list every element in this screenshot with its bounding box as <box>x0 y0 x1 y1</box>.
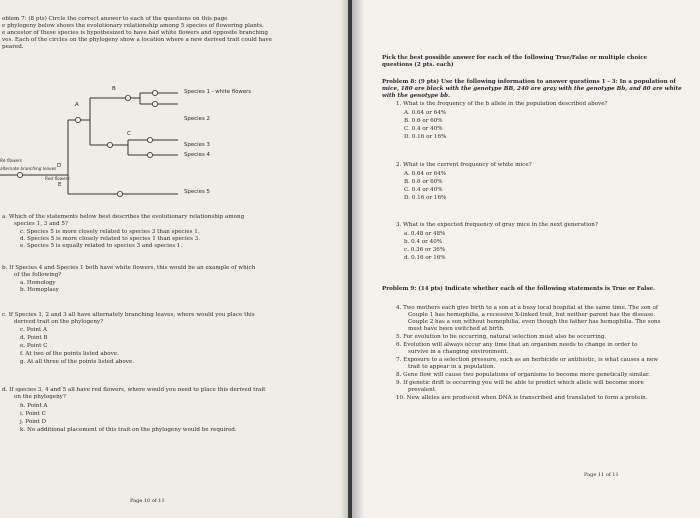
question-stem: on the phylogeny? <box>14 394 66 400</box>
species-label: Species 4 <box>184 152 210 158</box>
answer-option[interactable]: d. 0.16 or 16% <box>404 255 446 261</box>
species-label: Species 5 <box>184 189 210 195</box>
trait-circle <box>75 117 80 122</box>
tf-statement: must have been switched at birth. <box>408 326 505 332</box>
answer-option[interactable]: A. 0.64 or 64% <box>404 110 447 116</box>
node-label-e: E <box>58 182 62 188</box>
answer-option[interactable]: e. Species 5 is equally related to species 3 and species 1. <box>20 243 183 249</box>
tf-statement: prevalent. <box>408 387 437 393</box>
problem8-header: mice, 180 are black with the genotype BB, 240 are gray with the genotype Bb, and 80 are white <box>382 86 682 92</box>
answer-option[interactable]: c. Point A <box>20 327 48 333</box>
answer-option[interactable]: D. 0.16 or 16% <box>404 195 447 201</box>
answer-option[interactable]: d. Point B <box>20 335 48 341</box>
trait-circle <box>147 152 152 157</box>
section-intro: Pick the best possible answer for each of the following True/False or multiple choice <box>382 55 648 61</box>
answer-option[interactable]: g. At all three of the points listed above. <box>20 359 135 365</box>
problem7-header-line: e phylogeny below shows the evolutionary relationship among 5 species of flowering plants. <box>2 23 264 29</box>
answer-option[interactable]: a. 0.48 or 48% <box>404 231 446 237</box>
right-page <box>352 0 700 518</box>
trait-circle <box>147 137 152 142</box>
trait-circle <box>107 142 112 147</box>
species-label: Species 2 <box>184 116 210 122</box>
question-stem: 2. What is the current frequency of white mice? <box>396 162 532 168</box>
answer-option[interactable]: i. Point C <box>20 411 46 417</box>
trait-circle <box>125 95 130 100</box>
phylogeny-tree <box>0 0 348 518</box>
tf-statement[interactable]: 10. New alleles are produced when DNA is transcribed and translated to form a protein. <box>396 395 648 401</box>
answer-option[interactable]: d. Species 5 is more closely related to species 1 than species 3. <box>20 236 201 242</box>
tf-statement[interactable]: 9. If genetic drift is occurring you will be able to predict which allele will become more <box>396 380 644 386</box>
answer-option[interactable]: A. 0.64 or 64% <box>404 171 447 177</box>
question-stem: a. Which of the statements below best describes the evolutionary relationship among <box>2 214 245 220</box>
node-label-b: A <box>75 102 79 108</box>
answer-option[interactable]: f. At two of the points listed above. <box>20 351 119 357</box>
trait-circle <box>152 90 157 95</box>
handwritten-annotation: alternate branching leaves <box>0 166 57 171</box>
tf-statement: Couple 1 has hemophilia, a recessive X-linked trait, but neither parent has the disease. <box>408 312 656 318</box>
trait-circle <box>152 101 157 106</box>
tf-statement: Couple 2 has a son without hemophilia, even though the father has hemophilia. The sons <box>408 319 661 325</box>
answer-option[interactable]: a. Homology <box>20 280 56 286</box>
question-stem: c. If Species 1, 2 and 3 all have alternately branching leaves, where would you place this <box>2 312 255 318</box>
tf-statement: trait to appear in a population. <box>408 364 496 370</box>
answer-option[interactable]: b. Homoplasy <box>20 287 59 293</box>
tf-statement: survive in a changing environment. <box>408 349 509 355</box>
page-gutter-shadow <box>340 0 364 518</box>
answer-option[interactable]: C. 0.4 or 40% <box>404 126 443 132</box>
problem7-header-line: oblem 7: (8 pts) Circle the correct answer to each of the questions on this page <box>2 16 228 22</box>
question-stem: 3. What is the expected frequency of gray mice in the next generation? <box>396 222 598 228</box>
trait-circle <box>17 172 22 177</box>
tf-statement[interactable]: 5. For evolution to be occurring, natural selection must also be occurring. <box>396 334 607 340</box>
question-stem: derived trait on the phylogeny? <box>14 319 104 325</box>
answer-option[interactable]: D. 0.16 or 16% <box>404 134 447 140</box>
answer-option[interactable]: B. 0.6 or 60% <box>404 179 443 185</box>
question-stem: species 1, 3 and 5? <box>14 221 68 227</box>
handwritten-annotation: Re flowers <box>0 158 22 163</box>
species-label: Species 3 <box>184 142 210 148</box>
handwritten-annotation: Red flowers <box>45 176 70 181</box>
problem7-header-line: e ancestor of these species is hypothesized to have had white flowers and opposite branching <box>2 30 268 36</box>
answer-option[interactable]: B. 0.6 or 60% <box>404 118 443 124</box>
problem8-header: with the genotype bb. <box>382 93 450 99</box>
problem8-header: Problem 8: (9 pts) Use the following information to answer questions 1 - 3: In a population of <box>382 79 676 85</box>
answer-option[interactable]: C. 0.4 or 40% <box>404 187 443 193</box>
answer-option[interactable]: e. Point C <box>20 343 48 349</box>
answer-option[interactable]: c. 0.36 or 36% <box>404 247 446 253</box>
node-label-a: B <box>112 86 116 92</box>
tf-statement[interactable]: 8. Gene flow will cause two populations of organisms to become more genetically similar. <box>396 372 650 378</box>
node-label-d: D <box>57 163 62 169</box>
tf-statement[interactable]: 7. Exposure to a selection pressure, such as an herbicide or antibiotic, is what causes a new <box>396 357 659 363</box>
tf-statement[interactable]: 4. Two mothers each give birth to a son at a busy local hospital at the same time. The son of <box>396 305 658 311</box>
answer-option[interactable]: c. Species 5 is more closely related to species 3 than species 1. <box>20 229 200 235</box>
question-stem: of the following? <box>14 272 62 278</box>
problem9-header: Problem 9: (14 pts) Indicate whether each of the following statements is True or False. <box>382 286 656 292</box>
problem7-header-line: ves. Each of the circles on the phylogeny show a location where a new derived trait could have <box>2 37 272 43</box>
answer-option[interactable]: k. No additional placement of this trait on the phylogeny would be required. <box>20 427 237 433</box>
question-stem: d. If species 3, 4 and 5 all have red flowers, where would you need to place this derived trait <box>2 387 266 393</box>
question-stem: b. If Species 4 and Species 1 both have white flowers, this would be an example of which <box>2 265 256 271</box>
problem7-header-line: peared. <box>2 44 24 50</box>
page-number: Page 10 of 11 <box>130 498 165 504</box>
answer-option[interactable]: j. Point D <box>20 419 47 425</box>
species-label: Species 1 - white flowers <box>184 89 252 95</box>
section-intro: questions (2 pts. each) <box>382 62 454 68</box>
page-number: Page 11 of 11 <box>584 472 619 478</box>
question-stem: 1. What is the frequency of the b allele in the population described above? <box>396 101 608 107</box>
answer-option[interactable]: h. Point A <box>20 403 48 409</box>
answer-option[interactable]: b. 0.4 or 40% <box>404 239 443 245</box>
node-label-c: C <box>127 131 131 137</box>
trait-circle <box>117 191 122 196</box>
tf-statement[interactable]: 6. Evolution will always occur any time that an organism needs to change in order to <box>396 342 638 348</box>
left-page <box>0 0 348 518</box>
